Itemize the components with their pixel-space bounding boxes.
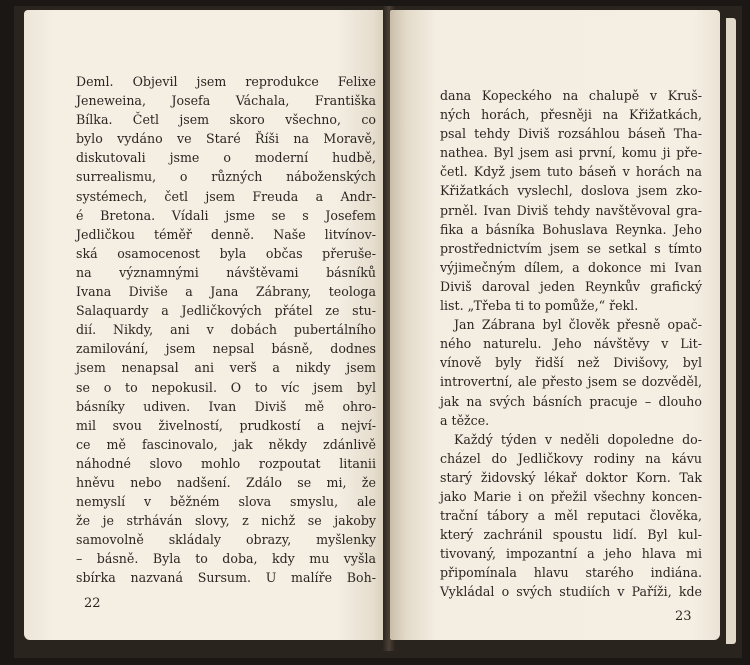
text-line: Vykládal o svých studiích v Paříži, kde xyxy=(440,584,702,600)
text-line: Jedličkou téměř denně. Naše litvínov- xyxy=(76,226,376,242)
text-line: jako Marie i on přežil všechny koncen- xyxy=(440,488,702,504)
text-line: jak na svých básních pracuje – dlouho xyxy=(440,393,702,409)
right-page-number: 23 xyxy=(675,609,692,624)
text-line: sbírka nazvaná Sursum. U malíře Boh- xyxy=(76,570,376,586)
text-line: ce mě fascinovalo, jak někdy zdánlivě xyxy=(76,436,376,452)
text-line: mil svou živelností, prudkostí a nejví- xyxy=(76,417,376,433)
text-line: hněvu nebo nadšení. Zdálo se mi, že xyxy=(76,474,376,490)
text-line: Deml. Objevil jsem reprodukce Felixe xyxy=(76,74,376,89)
left-page-text xyxy=(76,72,376,588)
text-line: é Bretona. Vídali jsme se s Josefem xyxy=(76,207,376,223)
text-line: psal tehdy Diviš rozsáhlou báseň Tha- xyxy=(440,126,702,142)
right-page xyxy=(390,10,720,640)
text-line: náhodné slovo mohlo rozpoutat litanii xyxy=(76,455,376,471)
text-line: list. „Třeba ti to pomůže,“ řekl. xyxy=(440,298,639,314)
text-line: který zachránil spoustu lidí. Byl kul- xyxy=(440,527,702,543)
text-line: diskutovali jsme o moderní hudbě, xyxy=(76,150,376,166)
text-line: Ivana Diviše a Jana Zábrany, teologa xyxy=(76,284,376,300)
text-line: – básně. Byla to doba, kdy mu vyšla xyxy=(76,551,376,567)
left-page xyxy=(24,10,392,640)
text-line: básníky udiven. Ivan Diviš mě ohro- xyxy=(76,398,376,414)
left-page-number: 22 xyxy=(84,596,101,611)
text-line: četl. Když jsem tuto báseň v horách na xyxy=(440,164,702,180)
text-line: Bílka. Četl jsem skoro všechno, co xyxy=(76,112,376,128)
text-line: výjimečným dílem, a dokonce mi Ivan xyxy=(440,259,702,275)
text-line: samovolně skládaly obrazy, myšlenky xyxy=(76,532,376,548)
text-line: systémech, četl jsem Freuda a Andr- xyxy=(76,188,376,204)
text-line: vínově byly řidší než Divišovy, byl xyxy=(440,355,702,371)
text-line: na významnými návštěvami básníků xyxy=(76,264,376,280)
text-line: Křižatkách vyslechl, doslova jsem zko- xyxy=(440,183,702,199)
text-line: nathea. Byl jsem asi první, komu ji pře- xyxy=(440,145,702,161)
text-line: ská osamocenost byla občas přeruše- xyxy=(76,245,376,261)
text-line: Jan Zábrana byl člověk přesně opač- xyxy=(454,317,702,333)
text-line: starý židovský lékař doktor Korn. Tak xyxy=(440,469,702,485)
text-line: nemyslí v běžném slova smyslu, ale xyxy=(76,494,376,510)
text-line: jsem nenapsal ani verš a nikdy jsem xyxy=(76,360,376,376)
text-line: prostřednictvím jsem se setkal s tímto xyxy=(440,240,702,256)
text-line: zamilování, jsem nepsal básně, dodnes xyxy=(76,341,376,357)
text-line: introvertní, ale přesto jsem se dozvěděl, xyxy=(440,374,702,390)
text-line: bylo vydáno ve Staré Říši na Moravě, xyxy=(76,131,376,147)
text-line: prněl. Ivan Diviš tehdy navštěvoval gra- xyxy=(440,202,702,218)
text-line: ných horách, přesněji na Křižatkách, xyxy=(440,107,702,123)
text-line: Každý týden v neděli dopoledne do- xyxy=(454,431,702,447)
text-line: se o to nepokusil. O to víc jsem byl xyxy=(76,379,376,395)
text-line: dií. Nikdy, ani v dobách pubertálního xyxy=(76,322,376,338)
text-line: Diviš daroval jeden Reynkův grafický xyxy=(440,278,702,294)
page-edges xyxy=(726,18,736,644)
open-book xyxy=(14,6,742,658)
text-line: ného naturelu. Jeho návštěvy v Lit- xyxy=(440,336,702,352)
text-line: dana Kopeckého na chalupě v Kruš- xyxy=(440,88,702,103)
text-line: a těžce. xyxy=(440,412,490,428)
text-line: surrealismu, o různých náboženských xyxy=(76,169,376,185)
text-line: cházel do Jedličkovy rodiny na kávu xyxy=(440,450,702,466)
text-line: tivovaný, impozantní a jeho hlava mi xyxy=(440,546,702,562)
right-page-text xyxy=(440,86,702,602)
text-line: že je strháván slovy, z nichž se jakoby xyxy=(76,513,376,529)
text-line: trační tábory a měl reputaci člověka, xyxy=(440,508,702,524)
text-line: připomínala hlavu starého indiána. xyxy=(440,565,702,581)
text-line: Jeneweina, Josefa Váchala, Františka xyxy=(76,93,376,109)
text-line: Salaquardy a Jedličkových přátel ze stu- xyxy=(76,303,376,319)
text-line: fika a básníka Bohuslava Reynka. Jeho xyxy=(440,221,702,237)
